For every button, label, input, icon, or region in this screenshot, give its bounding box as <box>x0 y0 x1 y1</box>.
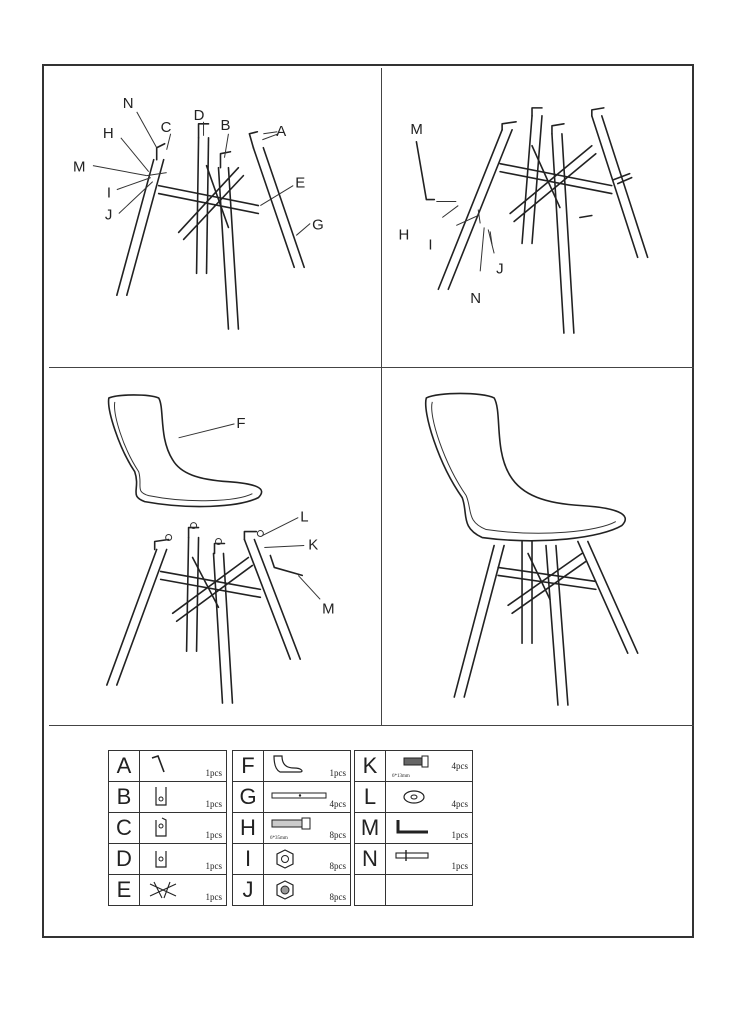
parts-row <box>355 813 473 844</box>
part-letter: K <box>355 751 386 782</box>
callout-l: L <box>300 508 309 526</box>
part-letter-empty <box>355 875 386 906</box>
part-letter: D <box>109 844 140 875</box>
callout-e: E <box>295 174 306 192</box>
spanner-icon <box>392 847 436 867</box>
callout-n: N <box>470 290 482 308</box>
part-qty: 4pcs <box>329 799 346 809</box>
part-cell <box>140 844 227 875</box>
callout-g: G <box>312 216 324 234</box>
part-letter: G <box>233 782 264 813</box>
part-cell <box>264 782 351 813</box>
callout-i: I <box>106 184 112 202</box>
part-letter: F <box>233 751 264 782</box>
parts-row <box>233 875 351 906</box>
part-cell <box>386 782 473 813</box>
part-qty: 1pcs <box>451 830 468 840</box>
instruction-sheet <box>42 64 694 938</box>
callout-n: N <box>122 94 134 112</box>
step-1-panel <box>49 68 382 368</box>
part-letter: J <box>233 875 264 906</box>
parts-row <box>355 751 473 782</box>
part-cell <box>386 813 473 844</box>
seat-mounting-diagram <box>49 368 381 725</box>
callout-i: I <box>428 236 433 254</box>
parts-row <box>233 813 351 844</box>
part-qty: 8pcs <box>329 861 346 871</box>
part-qty: 1pcs <box>205 768 222 778</box>
parts-row <box>355 875 473 906</box>
part-letter: E <box>109 875 140 906</box>
parts-row <box>355 844 473 875</box>
part-qty: 1pcs <box>205 861 222 871</box>
callout-d: D <box>193 106 205 124</box>
callout-f: F <box>236 414 246 432</box>
part-size: 6*13mm <box>392 774 410 779</box>
wooden-leg-icon <box>270 785 330 809</box>
callout-j: J <box>104 206 113 224</box>
callout-m: M <box>72 158 86 176</box>
parts-row <box>109 875 227 906</box>
allen-key-icon <box>392 816 436 840</box>
callout-h: H <box>102 124 114 142</box>
seat-shell-icon <box>270 754 306 778</box>
part-letter: C <box>109 813 140 844</box>
callout-a: A <box>276 122 287 140</box>
callout-j: J <box>496 260 504 278</box>
callout-m: M <box>322 600 335 618</box>
part-qty: 1pcs <box>451 861 468 871</box>
finished-chair-diagram <box>382 368 694 725</box>
part-qty: 1pcs <box>205 892 222 902</box>
parts-table-col-2 <box>232 750 351 906</box>
part-qty: 1pcs <box>205 830 222 840</box>
callout-m: M <box>410 120 423 138</box>
parts-row <box>355 782 473 813</box>
part-cell <box>264 813 351 844</box>
part-cell <box>140 875 227 906</box>
parts-row <box>233 844 351 875</box>
part-cell <box>264 844 351 875</box>
screw-icon <box>392 754 442 772</box>
part-letter: A <box>109 751 140 782</box>
part-cell <box>140 751 227 782</box>
part-letter: B <box>109 782 140 813</box>
part-cell-empty <box>386 875 473 906</box>
part-letter: N <box>355 844 386 875</box>
bracket-plate-icon <box>146 785 176 809</box>
bracket-plate-icon <box>146 847 176 871</box>
step-2-panel <box>382 68 694 368</box>
washer-icon <box>392 785 432 809</box>
cross-frame-icon <box>146 878 182 902</box>
parts-row <box>109 751 227 782</box>
bolt-icon <box>270 816 320 834</box>
step-3-panel <box>49 368 382 726</box>
nut-icon <box>270 847 300 871</box>
part-qty: 1pcs <box>329 768 346 778</box>
parts-row <box>233 751 351 782</box>
part-letter: I <box>233 844 264 875</box>
assembled-base-diagram <box>382 68 694 367</box>
parts-row <box>109 782 227 813</box>
part-letter: H <box>233 813 264 844</box>
parts-row <box>233 782 351 813</box>
bracket-plate-icon <box>146 816 176 840</box>
callout-b: B <box>220 116 231 134</box>
parts-table-col-1 <box>108 750 227 906</box>
part-letter: L <box>355 782 386 813</box>
callout-c: C <box>160 118 172 136</box>
parts-row <box>109 813 227 844</box>
part-qty: 8pcs <box>329 892 346 902</box>
part-qty: 4pcs <box>451 799 468 809</box>
part-cell <box>386 751 473 782</box>
part-cell <box>140 782 227 813</box>
part-qty: 4pcs <box>451 761 468 771</box>
cap-nut-icon <box>270 878 300 902</box>
part-qty: 8pcs <box>329 830 346 840</box>
part-letter: M <box>355 813 386 844</box>
part-cell <box>140 813 227 844</box>
l-bracket-icon <box>146 754 176 778</box>
exploded-base-diagram <box>49 68 381 367</box>
callout-k: K <box>308 536 319 554</box>
parts-row <box>109 844 227 875</box>
part-cell <box>264 875 351 906</box>
part-cell <box>264 751 351 782</box>
step-4-panel <box>382 368 694 726</box>
part-size: 6*35mm <box>270 836 288 841</box>
part-qty: 1pcs <box>205 799 222 809</box>
parts-table-col-3 <box>354 750 473 906</box>
callout-h: H <box>398 226 410 244</box>
part-cell <box>386 844 473 875</box>
